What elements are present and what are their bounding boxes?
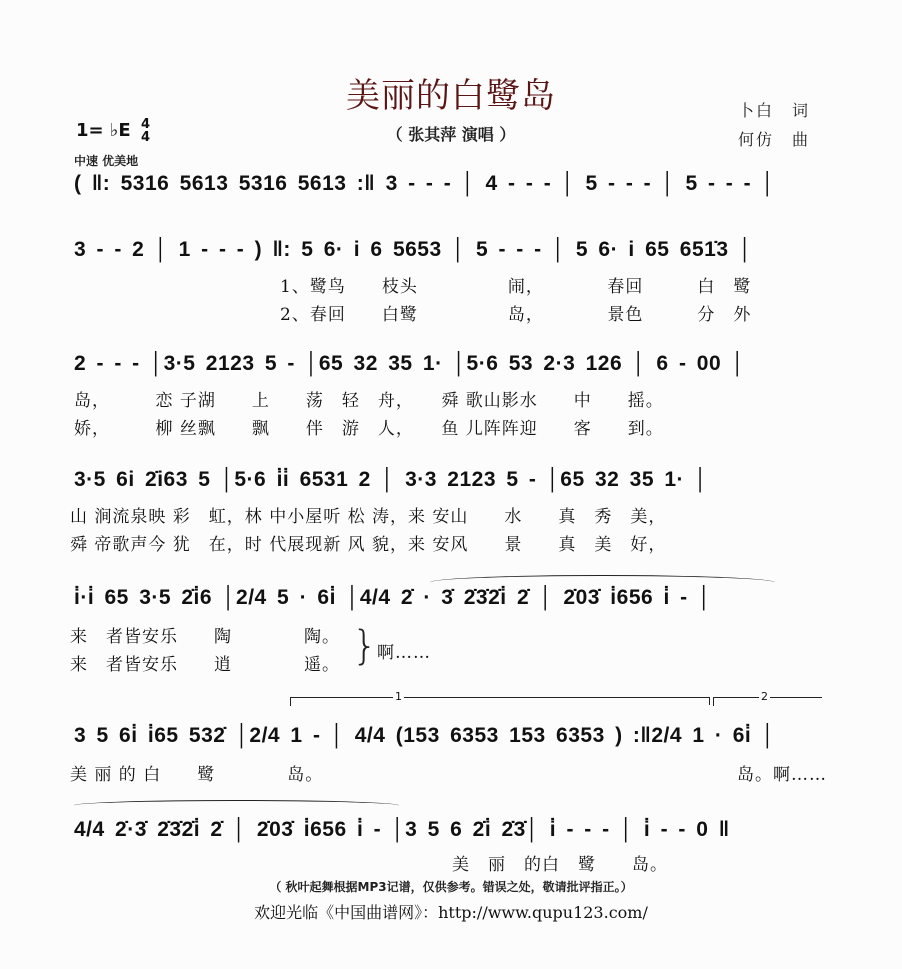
website-link[interactable]: 欢迎光临《中国曲谱网》：http://www.qupu123.com/ — [254, 903, 648, 922]
brace: } — [352, 623, 378, 669]
lyric-line-2-verse-2: 2、春回 白鹭 岛， 景色 分 外 — [280, 305, 752, 325]
transcription-note: （ 秋叶起舞根据MP3记谱，仅供参考。错误之处，敬请批评指正。） — [269, 880, 633, 894]
lyric-line-2-verse-1: 1、鹭鸟 枝头 闹， 春回 白 鹭 — [280, 277, 752, 297]
volta-divider — [709, 697, 712, 705]
tempo-marking: 中速 优美地 — [74, 154, 139, 168]
score-line-1: ( ‖: 5316 5613 5316 5613 :‖ 3 - - - │ 4 - - - │ 5 - - - │ 5 - - - │ — [74, 172, 776, 195]
key-label: 1= ♭E — [76, 120, 131, 141]
lyric-line-3-verse-2: 娇， 柳 丝飘 飘 伴 游 人， 鱼 儿阵阵迎 客 到。 — [74, 419, 664, 439]
time-signature: 4 4 — [140, 117, 150, 145]
lyric-line-6-verse-1: 美 丽 的 白 鹭 岛。 — [70, 765, 324, 785]
score-line-5: i̇·i̇ 65 3·5 2̇i̇6 │2/4 5 · 6i̇ │4/4 2̇ · 3̇ 2̇3̇2̇i̇ 2̇ │ 2̇03̇ i̇656 i̇ - │ — [74, 586, 712, 609]
lyric-line-3-verse-1: 岛， 恋 子湖 上 荡 轻 舟， 舜 歌山影水 中 摇。 — [74, 391, 664, 411]
key-signature — [76, 118, 150, 144]
score-line-3: 2 - - - │3·5 2123 5 - │65 32 35 1· │5·6 53 2·3 126 │ 6 - 00 │ — [74, 352, 746, 375]
score-line-2: 3 - - 2 │ 1 - - - ) ‖: 5 6· i 6 5653 │ 5 - - - │ 5 6· i 65 651̇3 │ — [74, 238, 753, 261]
composer-credit: 何仿 曲 — [738, 130, 811, 149]
lyric-line-7: 美 丽 的白 鹭 岛。 — [452, 855, 668, 875]
brace-lyric: 啊…… — [377, 643, 431, 663]
score-line-4: 3·5 6i 2̇i63 5 │5·6 i̇i̇ 6531 2 │ 3·3 2123 5 - │65 32 35 1· │ — [74, 468, 709, 491]
lyric-line-5-verse-2: 来 者皆安乐 逍 遥。 — [70, 655, 340, 675]
lyricist-credit: 卜白 词 — [738, 101, 811, 120]
lyric-line-6-ending-2: 岛。啊…… — [737, 765, 827, 785]
volta-bracket-1 — [290, 697, 709, 706]
slur-line-7 — [74, 800, 399, 811]
lyric-line-4-verse-2: 舜 帝歌声今 犹 在，时 代展现新 风 貌，来 安风 景 真 美 好， — [70, 535, 667, 555]
lyric-line-4-verse-1: 山 涧流泉映 彩 虹，林 中小屋听 松 涛，来 安山 水 真 秀 美， — [70, 507, 667, 527]
song-title: 美丽的白鹭岛 — [346, 76, 556, 116]
singer-credit: （ 张其萍 演唱 ） — [386, 125, 516, 144]
lyric-line-5-verse-1: 来 者皆安乐 陶 陶。 — [70, 627, 340, 647]
volta-number-1: 1 — [395, 690, 402, 703]
score-line-6: 3 5 6i̇ i̇65 532̇ │2/4 1 - │ 4/4 (153 6353 153 6353 ) :‖2/4 1 · 6i̇ │ — [74, 724, 776, 747]
score-line-7: 4/4 2̇·3̇ 2̇3̇2̇i̇ 2̇ │ 2̇03̇ i̇656 i̇ - │3 5 6 2̇i̇ 2̇3̇│ i̇ - - - │ i̇ - - 0 ‖ — [74, 818, 730, 841]
volta-number-2: 2 — [761, 690, 768, 703]
